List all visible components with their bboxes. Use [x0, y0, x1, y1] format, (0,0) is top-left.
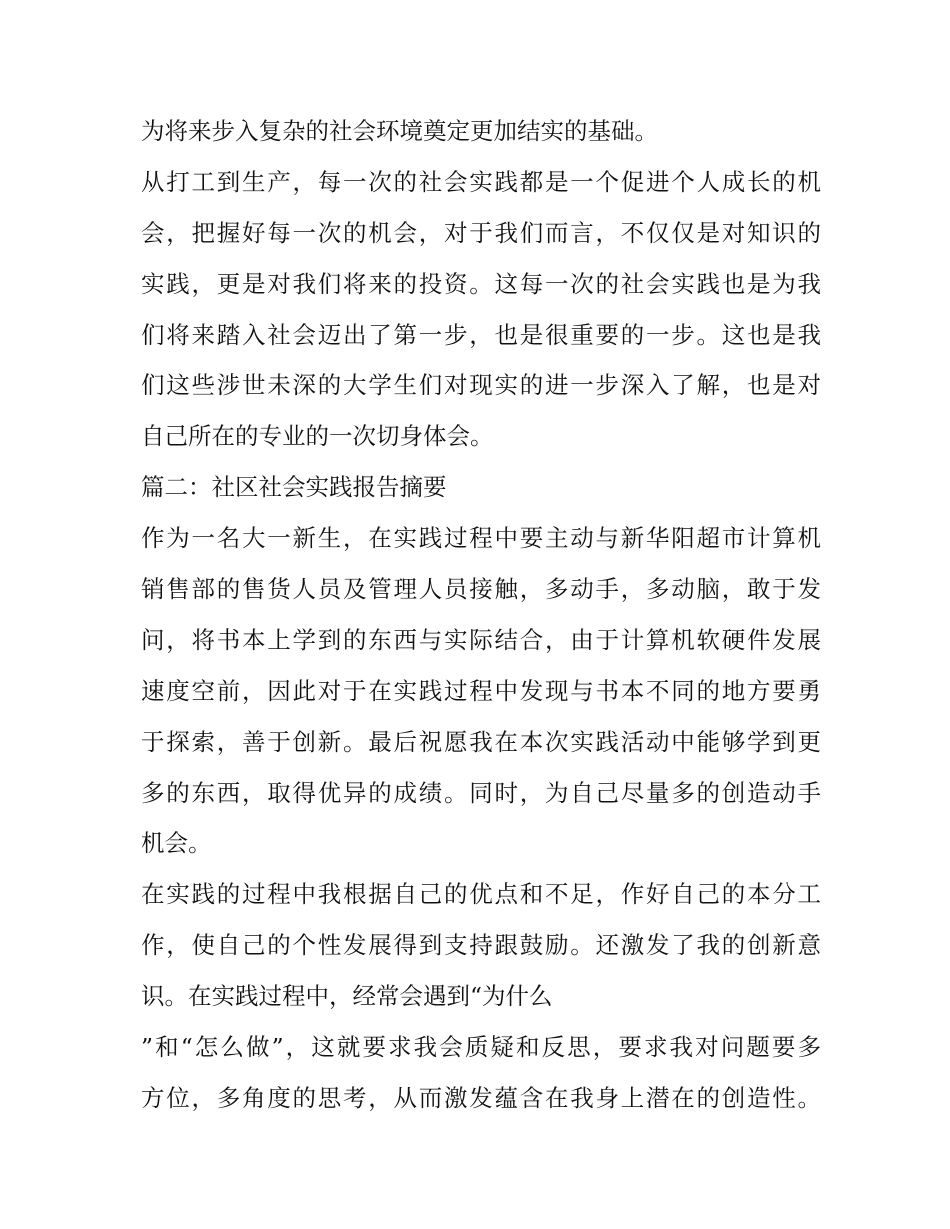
text-line: 于探索，善于创新。最后祝愿我在本次实践活动中能够学到更: [141, 727, 821, 756]
text-line: 在实践的过程中我根据自己的优点和不足，作好自己的本分工: [141, 880, 821, 909]
text-line: 机会。: [141, 829, 212, 858]
text-line: 作为一名大一新生，在实践过程中要主动与新华阳超市计算机: [141, 524, 821, 553]
text-line: 会，把握好每一次的机会，对于我们而言，不仅仅是对知识的: [141, 218, 821, 247]
text-line: 识。在实践过程中，经常会遇到“为什么: [141, 982, 553, 1011]
text-line: 们这些涉世未深的大学生们对现实的进一步深入了解，也是对: [141, 371, 821, 400]
text-line: 为将来步入复杂的社会环境奠定更加结实的基础。: [141, 117, 658, 145]
text-line: 方位，多角度的思考，从而激发蕴含在我身上潜在的创造性。: [141, 1083, 821, 1112]
text-line: 篇二：社区社会实践报告摘要: [141, 473, 447, 502]
text-line: ”和“怎么做”，这就要求我会质疑和反思，要求我对问题要多: [141, 1033, 821, 1062]
text-line: 多的东西，取得优异的成绩。同时，为自己尽量多的创造动手: [141, 778, 821, 807]
text-line: 问，将书本上学到的东西与实际结合，由于计算机软硬件发展: [141, 625, 821, 654]
text-line: 们将来踏入社会迈出了第一步，也是很重要的一步。这也是我: [141, 320, 821, 349]
text-line: 自己所在的专业的一次切身体会。: [141, 422, 494, 451]
text-line: 速度空前，因此对于在实践过程中发现与书本不同的地方要勇: [141, 676, 821, 705]
document-body: [141, 106, 821, 1124]
text-line: 作，使自己的个性发展得到支持跟鼓励。还激发了我的创新意: [141, 931, 821, 960]
text-line: 销售部的售货人员及管理人员接触，多动手，多动脑，敢于发: [141, 575, 821, 604]
text-line: 从打工到生产，每一次的社会实践都是一个促进个人成长的机: [141, 167, 821, 196]
text-line: 实践，更是对我们将来的投资。这每一次的社会实践也是为我: [141, 269, 821, 298]
